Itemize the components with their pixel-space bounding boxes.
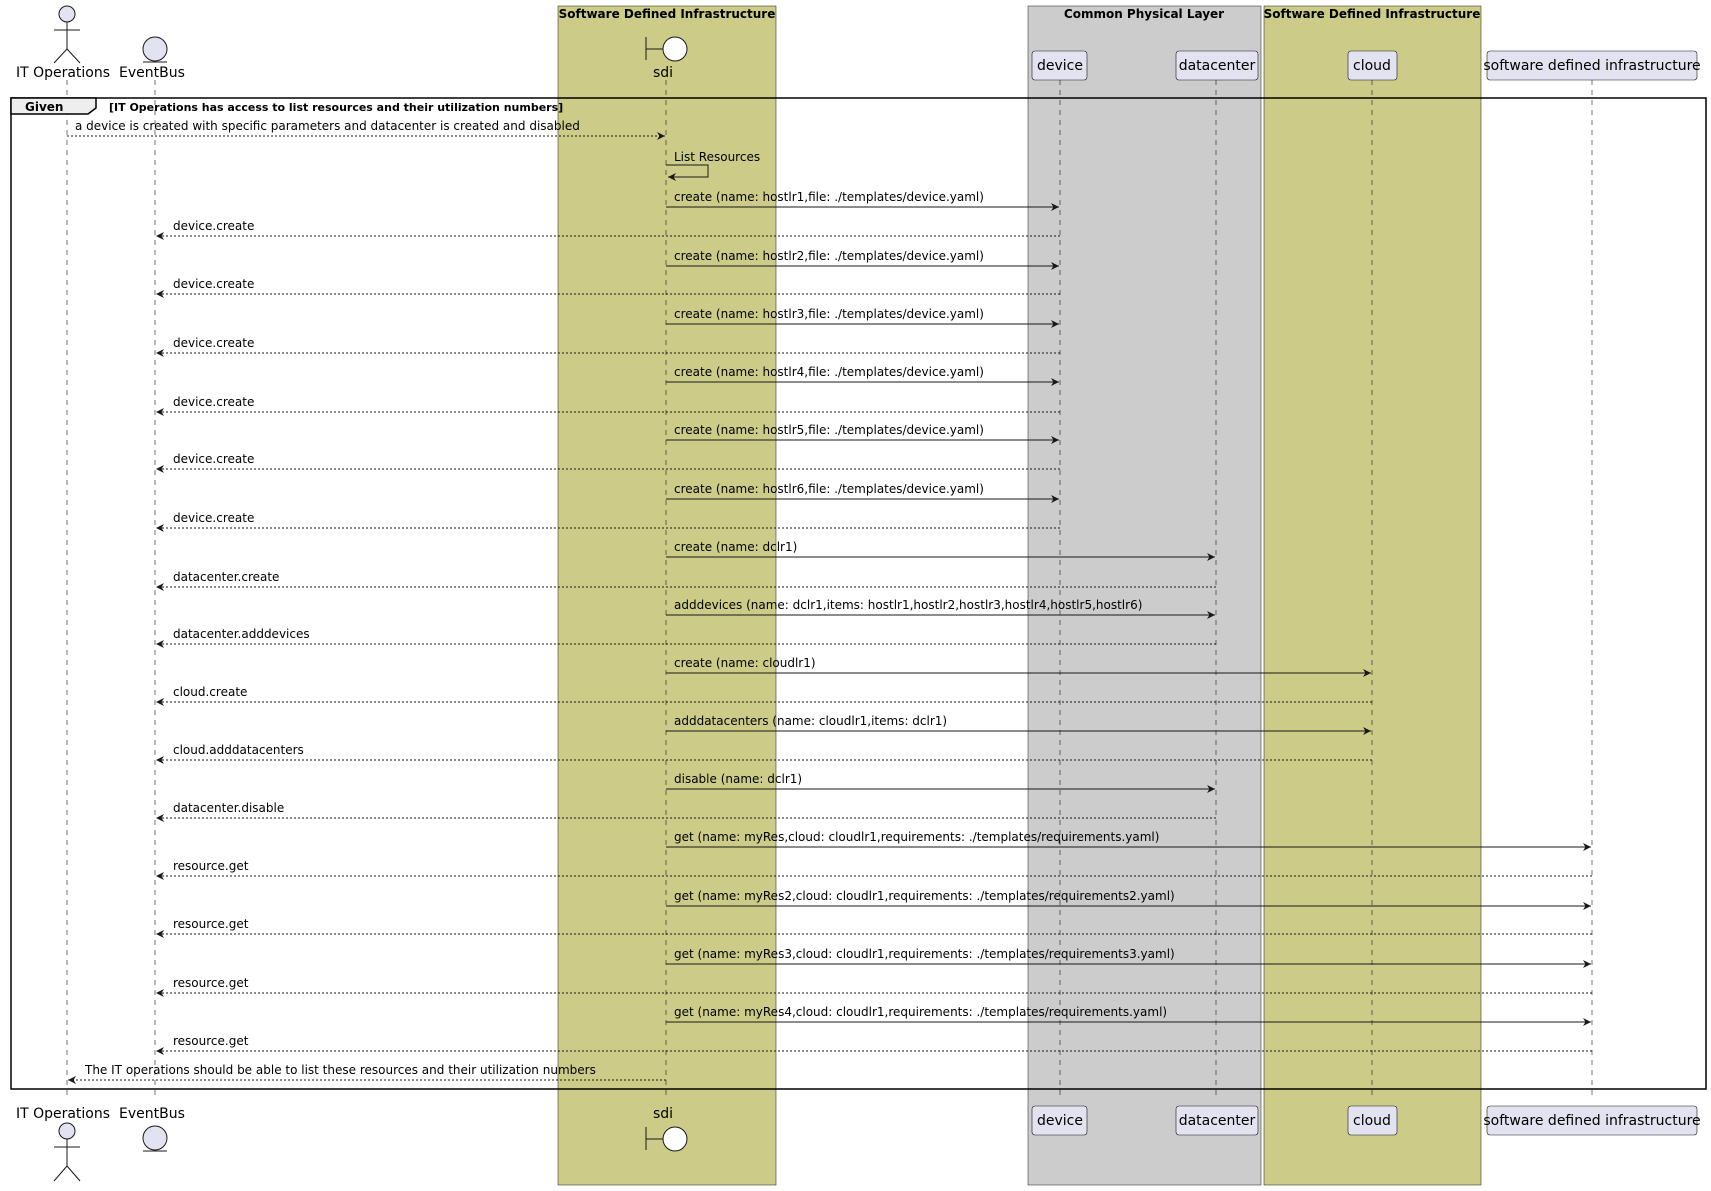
fragment-guard: [IT Operations has access to list resources and their utilization numbers] [109,101,564,114]
participant-label-itops: IT Operations [15,65,111,81]
message-label: get (name: myRes,cloud: cloudlr1,requirements: ./templates/requirements.yaml) [674,830,1160,844]
participant-label-cloud: cloud [1353,58,1391,74]
participant-label-sdi: sdi [652,65,674,81]
message-label: datacenter.create [173,570,280,584]
message-label: create (name: hostlr6,file: ./templates/device.yaml) [674,482,984,496]
message-label: device.create [173,277,255,291]
participant-device-bottom[interactable] [1032,1106,1087,1135]
participant-cloud-bottom[interactable] [1348,1106,1397,1135]
message-label: The IT operations should be able to list these resources and their utilization numbers [85,1063,596,1077]
message-label: get (name: myRes3,cloud: cloudlr1,requirements: ./templates/requirements3.yaml) [674,947,1175,961]
message-label: get (name: myRes4,cloud: cloudlr1,requirements: ./templates/requirements.yaml) [674,1005,1168,1019]
participant-sdinfra-top[interactable] [1483,51,1700,80]
box-cloud-background [1264,6,1481,1185]
message-label: disable (name: dclr1) [674,772,803,786]
box-cloud-title: Software Defined Infrastructure [1263,7,1481,21]
participant-label-device: device [1037,58,1083,74]
entity-icon [143,1126,167,1151]
message-label: device.create [173,336,255,350]
message-label: create (name: hostlr3,file: ./templates/device.yaml) [674,307,984,321]
participant-datacenter-bottom[interactable] [1176,1106,1258,1135]
message-label: datacenter.disable [173,801,285,815]
message-label: a device is created with specific parameters and datacenter is created and disabled [75,119,580,133]
actor-itops-bottom[interactable] [16,1106,110,1181]
participant-label-itops: IT Operations [15,1106,111,1122]
participant-label-datacenter: datacenter [1178,1113,1256,1129]
participant-datacenter-top[interactable] [1176,51,1258,80]
participant-label-device: device [1037,1113,1083,1129]
message-label: adddatacenters (name: cloudlr1,items: dclr1) [674,714,948,728]
entity-icon [143,37,167,62]
message-label: create (name: hostlr4,file: ./templates/device.yaml) [674,365,984,379]
message-label: get (name: myRes2,cloud: cloudlr1,requirements: ./templates/requirements2.yaml) [674,889,1175,903]
message-label: device.create [173,395,255,409]
box-cloud [1264,6,1481,1185]
message-label: List Resources [674,150,761,164]
message-label: resource.get [173,917,249,931]
message-label: datacenter.adddevices [173,627,310,641]
entity-eventbus-top[interactable] [119,37,185,81]
message-label: create (name: hostlr1,file: ./templates/device.yaml) [674,190,984,204]
participant-label-datacenter: datacenter [1178,58,1256,74]
message-label: device.create [173,511,255,525]
participant-device-top[interactable] [1032,51,1087,80]
box-physical-title: Common Physical Layer [1063,7,1225,21]
message-label: resource.get [173,976,249,990]
message-label: resource.get [173,1034,249,1048]
actor-itops-top[interactable] [16,6,110,81]
actor-icon [54,1123,80,1181]
actor-icon [54,6,80,63]
entity-eventbus-bottom[interactable] [119,1106,185,1151]
message-label: device.create [173,219,255,233]
participant-label-eventbus: EventBus [119,1106,185,1122]
fragment-label: Given [25,100,64,114]
message-label: cloud.adddatacenters [173,743,304,757]
participant-label-sdi: sdi [652,1106,674,1122]
message-label: resource.get [173,859,249,873]
message-label: adddevices (name: dclr1,items: hostlr1,hostlr2,hostlr3,hostlr4,hostlr5,hostlr6) [674,598,1143,612]
message-label: create (name: hostlr2,file: ./templates/device.yaml) [674,249,984,263]
participant-sdinfra-bottom[interactable] [1483,1106,1700,1135]
message-label: device.create [173,452,255,466]
message-label: create (name: cloudlr1) [674,656,816,670]
participant-cloud-top[interactable] [1348,51,1397,80]
participant-label-eventbus: EventBus [119,65,185,81]
participant-label-sdinfra: software defined infrastructure [1483,1113,1701,1129]
box-sdi-title: Software Defined Infrastructure [558,7,776,21]
message-label: create (name: hostlr5,file: ./templates/device.yaml) [674,423,984,437]
message-label: create (name: dclr1) [674,540,798,554]
message-label: cloud.create [173,685,248,699]
participant-label-sdinfra: software defined infrastructure [1483,58,1701,74]
participant-label-cloud: cloud [1353,1113,1391,1129]
